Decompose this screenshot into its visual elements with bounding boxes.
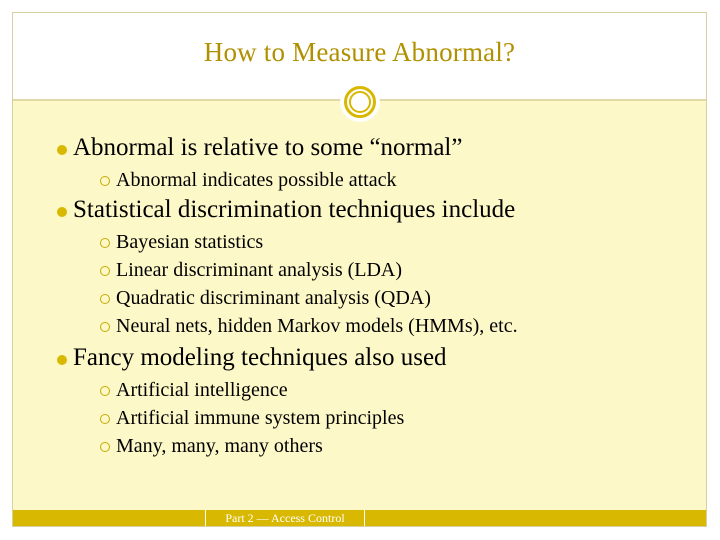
ring-bullet-icon [100,294,110,304]
ring-bullet-icon [100,322,110,332]
sub-bullet-text: Linear discriminant analysis (LDA) [116,259,403,281]
bullet-dot-icon [57,355,67,365]
bullet-3 [73,344,447,372]
sub-bullet-text: Bayesian statistics [116,231,264,253]
slide-title: How to Measure Abnormal? [203,37,516,67]
sub-bullet-text: Many, many, many others [116,435,323,457]
bullet-text: Fancy modeling techniques also used [73,344,447,371]
sub-bullet-3-3 [116,435,323,458]
ring-bullet-icon [100,386,110,396]
ring-bullet-icon [100,266,110,276]
sub-bullet-1-1 [116,169,396,192]
circle-ornament-icon [340,82,380,122]
bullet-text: Statistical discrimination techniques include [73,196,516,223]
sub-bullet-2-3 [116,287,431,310]
sub-bullet-text: Artificial intelligence [116,379,288,401]
bullet-dot-icon [57,145,67,155]
ring-bullet-icon [100,442,110,452]
sub-bullet-text: Quadratic discriminant analysis (QDA) [116,287,431,309]
ring-bullet-icon [100,176,110,186]
bullet-2 [73,196,515,224]
bullet-dot-icon [57,207,67,217]
sub-bullet-text: Neural nets, hidden Markov models (HMMs), etc. [116,315,518,337]
bullet-1 [73,134,462,162]
sub-bullet-3-1 [116,379,288,402]
ring-bullet-icon [100,238,110,248]
slide-frame [12,12,707,527]
sub-bullet-text: Artificial immune system principles [116,407,405,429]
sub-bullet-text: Abnormal indicates possible attack [116,169,397,191]
sub-bullet-3-2 [116,407,404,430]
sub-bullet-2-2 [116,259,402,282]
bullet-text: Abnormal is relative to some “normal” [73,134,463,161]
sub-bullet-2-1 [116,231,263,254]
sub-bullet-2-4 [116,315,518,338]
footer-label: Part 2 — Access Control [205,510,365,526]
ring-bullet-icon [100,414,110,424]
